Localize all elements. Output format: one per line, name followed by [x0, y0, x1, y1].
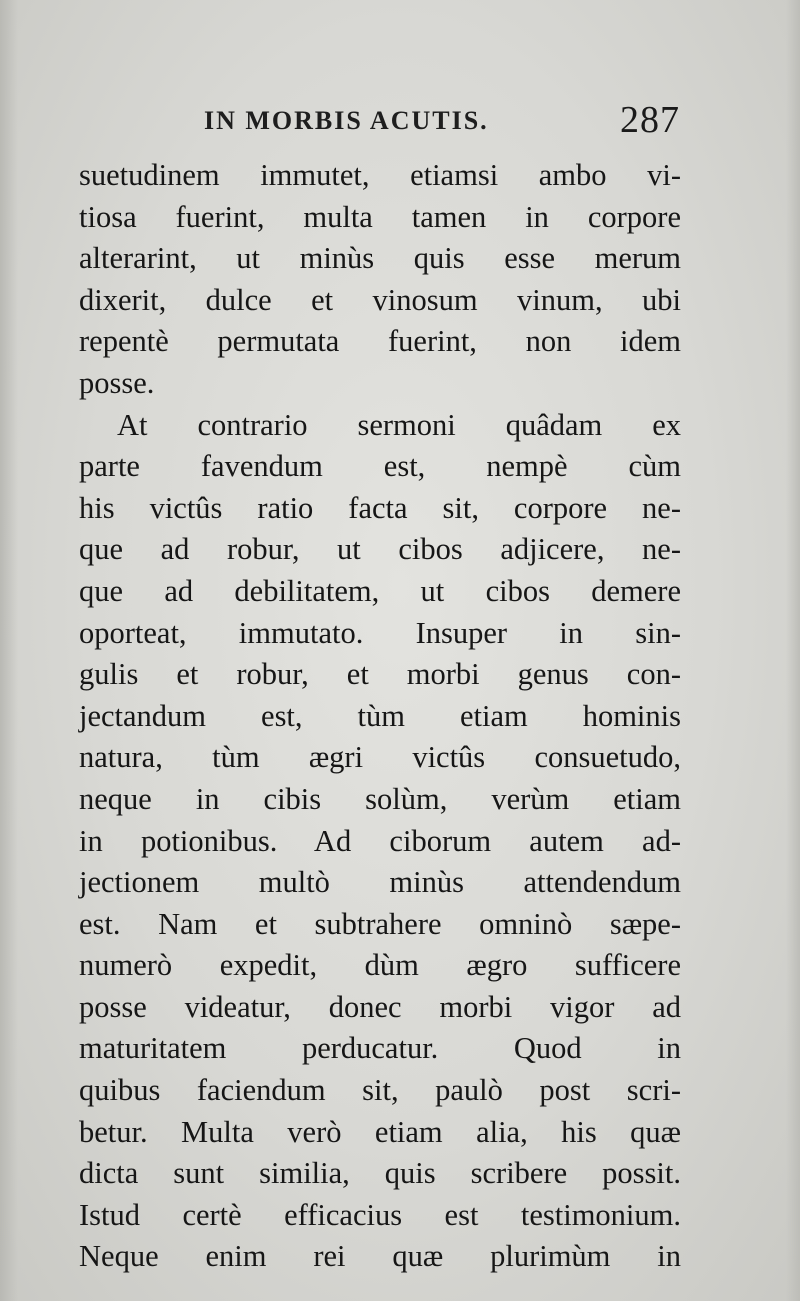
text-line: dicta sunt similia, quis scribere possit.: [79, 1156, 681, 1191]
text-line: jectandum est, tùm etiam hominis: [79, 698, 681, 733]
text-line: natura, tùm ægri victûs consuetudo,: [79, 740, 681, 775]
text-line: oporteat, immutato. Insuper in sin-: [79, 615, 681, 650]
text-line: posse.: [79, 365, 155, 400]
text-line: numerò expedit, dùm ægro sufficere: [79, 948, 681, 983]
text-line: parte favendum est, nempè cùm: [79, 449, 681, 484]
page-edge-left: [0, 0, 18, 1301]
page-number: 287: [620, 99, 680, 141]
text-line: his victûs ratio facta sit, corpore ne-: [79, 490, 681, 525]
text-line: repentè permutata fuerint, non idem: [79, 324, 681, 359]
text-line: Neque enim rei quæ plurimùm in: [79, 1239, 681, 1274]
text-line: in potionibus. Ad ciborum autem ad-: [79, 823, 681, 858]
text-line: que ad debilitatem, ut cibos demere: [79, 573, 681, 608]
text-line: tiosa fuerint, multa tamen in corpore: [79, 199, 681, 234]
text-line: alterarint, ut minùs quis esse merum: [79, 241, 681, 276]
body-text: [79, 155, 681, 1278]
text-line: neque in cibis solùm, verùm etiam: [79, 781, 681, 816]
text-line: maturitatem perducatur. Quod in: [79, 1031, 681, 1066]
page-edge-right: [786, 0, 800, 1301]
text-line: betur. Multa verò etiam alia, his quæ: [79, 1114, 681, 1149]
text-line: gulis et robur, et morbi genus con-: [79, 657, 681, 692]
paragraph-start-line: At contrario sermoni quâdam ex: [117, 407, 681, 442]
page-header: [80, 100, 680, 150]
text-line: posse videatur, donec morbi vigor ad: [79, 989, 681, 1024]
text-line: suetudinem immutet, etiamsi ambo vi-: [79, 158, 681, 192]
text-line: jectionem multò minùs attendendum: [79, 865, 681, 900]
text-line: dixerit, dulce et vinosum vinum, ubi: [79, 282, 681, 317]
text-line: Istud certè efficacius est testimonium.: [79, 1197, 681, 1232]
text-line: est. Nam et subtrahere omninò sæpe-: [79, 906, 681, 941]
text-line: que ad robur, ut cibos adjicere, ne-: [79, 532, 681, 567]
running-head: IN MORBIS ACUTIS.: [204, 106, 489, 135]
text-line: quibus faciendum sit, paulò post scri-: [79, 1073, 681, 1108]
